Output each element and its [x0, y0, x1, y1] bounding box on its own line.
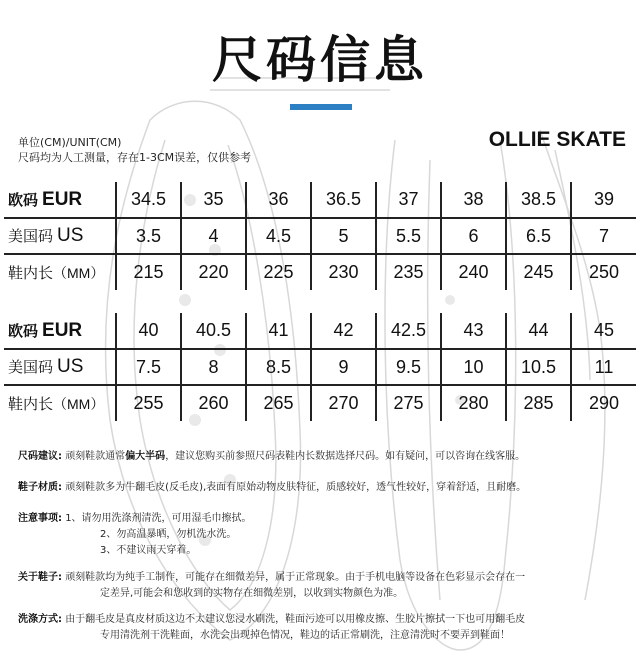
size-cell: 42 — [311, 313, 376, 349]
size-cell: 42.5 — [376, 313, 441, 349]
size-cell: 280 — [441, 385, 506, 421]
size-cell: 260 — [181, 385, 246, 421]
size-advice-bold: 偏大半码 — [125, 451, 166, 462]
size-cell: 35 — [181, 182, 246, 218]
size-cell: 4.5 — [246, 218, 311, 254]
size-cell: 3.5 — [116, 218, 181, 254]
size-cell: 235 — [376, 254, 441, 290]
size-cell: 5.5 — [376, 218, 441, 254]
size-advice-text-a: 顽刻鞋款通常 — [65, 451, 126, 462]
size-cell: 11 — [571, 349, 636, 385]
mm-row — [4, 254, 636, 290]
about-text-2: 定差异,可能会和您收到的实物存在细微差别，以收到实物颜色为准。 — [100, 588, 404, 599]
wash-text-2: 专用清洗剂干洗鞋面，水洗会出现掉色情况，鞋边的话正常刷洗，注意清洗时不要弄到鞋面！ — [100, 630, 510, 641]
row-label-mm: 鞋内长（MM） — [8, 264, 105, 282]
caution-heading: 注意事项: — [18, 513, 62, 524]
size-cell: 290 — [571, 385, 636, 421]
size-cell: 40 — [116, 313, 181, 349]
size-cell: 36 — [246, 182, 311, 218]
size-advice — [18, 449, 626, 465]
size-table-2 — [4, 313, 636, 421]
brand-name: OLLIE SKATE — [488, 128, 626, 151]
row-label-us: 美国码 US — [4, 349, 116, 385]
about-heading: 关于鞋子: — [18, 572, 62, 583]
size-cell: 41 — [246, 313, 311, 349]
size-cell: 36.5 — [311, 182, 376, 218]
size-cell: 37 — [376, 182, 441, 218]
size-table-1 — [4, 182, 636, 290]
about-text-1: 顽刻鞋款均为纯手工制作，可能存在细微差异，属于正常现象。由于手机电脑等设备在色彩显示会存在一 — [65, 572, 526, 583]
us-row — [4, 218, 636, 254]
size-cell: 275 — [376, 385, 441, 421]
size-cell: 45 — [571, 313, 636, 349]
size-cell: 43 — [441, 313, 506, 349]
size-cell: 9.5 — [376, 349, 441, 385]
size-cell: 34.5 — [116, 182, 181, 218]
row-label-mm: 鞋内长（MM） — [8, 395, 105, 413]
us-row — [4, 349, 636, 385]
size-cell: 39 — [571, 182, 636, 218]
size-advice-heading: 尺码建议: — [18, 451, 62, 462]
size-cell: 9 — [311, 349, 376, 385]
size-cell: 40.5 — [181, 313, 246, 349]
size-cell: 225 — [246, 254, 311, 290]
size-cell: 285 — [506, 385, 571, 421]
size-cell: 44 — [506, 313, 571, 349]
about-note — [18, 570, 626, 602]
size-cell: 8.5 — [246, 349, 311, 385]
row-label-us: 美国码 US — [4, 218, 116, 254]
material-heading: 鞋子材质: — [18, 482, 62, 493]
size-cell: 38.5 — [506, 182, 571, 218]
size-cell: 5 — [311, 218, 376, 254]
measure-note: 尺码均为人工测量，存在1-3CM误差，仅供参考 — [18, 151, 252, 164]
size-cell: 220 — [181, 254, 246, 290]
material-text: 顽刻鞋款多为牛翻毛皮(反毛皮),表面有原始动物皮肤特征，质感较好，透气性较好，穿着舒适，且耐磨。 — [65, 482, 527, 493]
caution-item-2: 2、勿高温暴晒，勿机洗水洗。 — [100, 529, 237, 540]
size-cell: 10.5 — [506, 349, 571, 385]
size-cell: 255 — [116, 385, 181, 421]
units-line: 单位(CM)/UNIT(CM) — [18, 136, 122, 149]
row-label-eur: 欧码 EUR — [4, 182, 116, 218]
size-cell: 250 — [571, 254, 636, 290]
size-cell: 230 — [311, 254, 376, 290]
size-cell: 8 — [181, 349, 246, 385]
size-cell: 6.5 — [506, 218, 571, 254]
wash-note — [18, 612, 626, 644]
unit-info — [18, 135, 251, 165]
size-cell: 4 — [181, 218, 246, 254]
caution-item-3: 3、不建议雨天穿着。 — [100, 545, 197, 556]
eur-row — [4, 313, 636, 349]
mm-row — [4, 385, 636, 421]
wash-text-1: 由于翻毛皮是真皮材质这边不太建议您浸水刷洗，鞋面污迹可以用橡皮擦、生胶片擦拭一下也可用翻毛皮 — [65, 614, 526, 625]
size-cell: 215 — [116, 254, 181, 290]
size-cell: 6 — [441, 218, 506, 254]
page-title: 尺码信息 — [212, 31, 428, 89]
caution-item-1: 1、请勿用洗涤剂清洗，可用湿毛巾擦拭。 — [65, 513, 252, 524]
size-cell: 7.5 — [116, 349, 181, 385]
caution-note — [18, 511, 626, 559]
eur-row — [4, 182, 636, 218]
size-cell: 38 — [441, 182, 506, 218]
size-cell: 10 — [441, 349, 506, 385]
size-cell: 240 — [441, 254, 506, 290]
size-cell: 245 — [506, 254, 571, 290]
wash-heading: 洗涤方式: — [18, 614, 62, 625]
size-cell: 7 — [571, 218, 636, 254]
row-label-eur: 欧码 EUR — [4, 313, 116, 349]
size-cell: 265 — [246, 385, 311, 421]
material-note — [18, 480, 626, 496]
size-advice-text-b: ，建议您购买前参照尺码表鞋内长数据选择尺码。如有疑问，可以咨询在线客服。 — [165, 451, 526, 462]
title-underline — [290, 104, 352, 110]
size-cell: 270 — [311, 385, 376, 421]
